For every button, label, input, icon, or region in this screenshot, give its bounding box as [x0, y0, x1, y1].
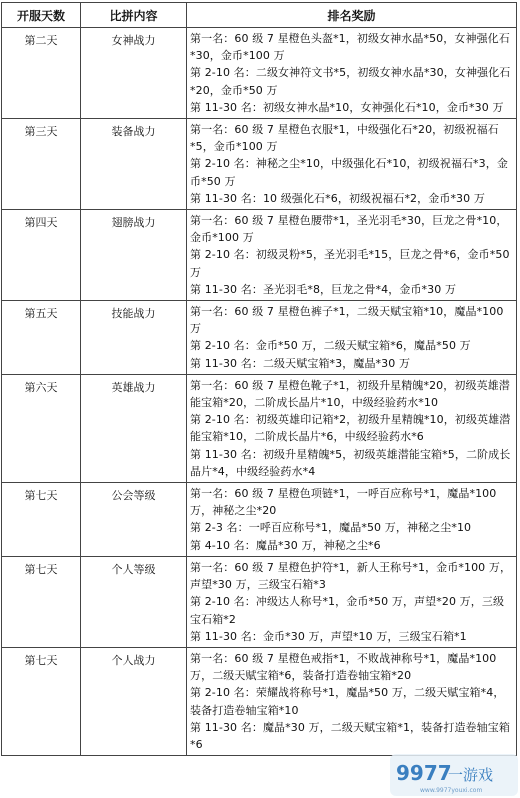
- reward-line: 第 11-30 名：魔晶*30 万，二级天赋宝箱*1，装备打造卷轴宝箱*6: [190, 720, 510, 751]
- reward-line: 第 2-10 名：二级女神符文书*5，初级女神水晶*30，女神强化石*20，金币*50 万: [190, 66, 511, 97]
- day-cell: 第五天: [2, 301, 81, 375]
- header-content: 比拼内容: [81, 3, 187, 28]
- day-cell: 第七天: [2, 556, 81, 647]
- watermark-text: 一游戏: [448, 766, 494, 784]
- reward-line: 第一名：60 级 7 星橙色衣服*1，中级强化石*20，初级祝福石*5，金币*100 万: [190, 123, 499, 154]
- header-row: [2, 3, 517, 28]
- reward-line: 第 2-10 名：冲级达人称号*1，金币*50 万，声望*20 万，三级宝石箱*2: [190, 595, 505, 626]
- table-row: [2, 483, 517, 557]
- content-cell: 装备战力: [81, 119, 187, 210]
- day-cell: 第二天: [2, 28, 81, 119]
- content-cell: 女神战力: [81, 28, 187, 119]
- reward-line: 第一名：60 级 7 星橙色头盔*1，初级女神水晶*50，女神强化石*30，金币*100 万: [190, 32, 510, 63]
- reward-line: 第一名：60 级 7 星橙色护符*1，新人王称号*1，金币*100 万，声望*30 万，三级宝石箱*3: [190, 560, 512, 592]
- table-row: [2, 647, 517, 755]
- reward-line: 第 11-30 名：圣光羽毛*8，巨龙之骨*4，金币*30 万: [190, 282, 457, 296]
- table-row: [2, 28, 517, 119]
- day-cell: 第六天: [2, 374, 81, 482]
- reward-cell: [187, 28, 517, 119]
- reward-line: 第一名：60 级 7 星橙色腰带*1，圣光羽毛*30，巨龙之骨*10，金币*100 万: [190, 214, 508, 245]
- reward-line: 第 4-10 名：魔晶*30 万，神秘之尘*6: [190, 538, 381, 552]
- reward-line: 第 11-30 名：金币*30 万，声望*10 万，三级宝石箱*1: [190, 629, 467, 643]
- reward-line: 第 2-10 名：初级英雄印记箱*2，初级升星精魄*10，初级英雄潜能宝箱*10，二阶成长晶片*6，中级经验药水*6: [190, 413, 511, 444]
- reward-cell: [187, 556, 517, 647]
- reward-line: 第 2-3 名：一呼百应称号*1，魔晶*50 万，神秘之尘*10: [190, 521, 472, 535]
- header-reward: 排名奖励: [187, 3, 517, 28]
- table-row: [2, 119, 517, 210]
- table-row: [2, 210, 517, 301]
- table-row: [2, 556, 517, 647]
- reward-line: 第 11-30 名：10 级强化石*6，初级祝福石*2，金币*30 万: [190, 191, 485, 205]
- day-cell: 第三天: [2, 119, 81, 210]
- reward-line: 第 2-10 名：神秘之尘*10，中级强化石*10，初级祝福石*3，金币*50 万: [190, 157, 508, 188]
- reward-line: 第 11-30 名：二级天赋宝箱*3，魔晶*30 万: [190, 356, 411, 370]
- content-cell: 个人战力: [81, 647, 187, 755]
- table-row: [2, 374, 517, 482]
- reward-cell: [187, 210, 517, 301]
- day-cell: 第七天: [2, 483, 81, 557]
- reward-cell: [187, 301, 517, 375]
- reward-cell: [187, 119, 517, 210]
- reward-cell: [187, 374, 517, 482]
- table-body: [2, 28, 517, 756]
- content-cell: 公会等级: [81, 483, 187, 557]
- reward-cell: [187, 647, 517, 755]
- reward-line: 第 11-30 名：初级升星精魄*5，初级英雄潜能宝箱*5，二阶成长晶片*4，中级经验药水*4: [190, 447, 511, 478]
- reward-table: [1, 2, 517, 756]
- reward-line: 第 2-10 名：荣耀战将称号*1，魔晶*50 万，二级天赋宝箱*4，装备打造卷轴宝箱*10: [190, 686, 505, 717]
- table-row: [2, 301, 517, 375]
- content-cell: 翅膀战力: [81, 210, 187, 301]
- watermark-url: www.9977youxi.com: [420, 787, 483, 794]
- day-cell: 第七天: [2, 647, 81, 755]
- reward-line: 第一名：60 级 7 星橙色靴子*1，初级升星精魄*20，初级英雄潜能宝箱*20，二阶成长晶片*10，中级经验药水*10: [190, 378, 510, 410]
- content-cell: 技能战力: [81, 301, 187, 375]
- watermark-brand: 9977: [396, 761, 452, 785]
- watermark-logo: [390, 754, 518, 796]
- reward-line: 第 2-10 名：金币*50 万，二级天赋宝箱*6，魔晶*50 万: [190, 339, 471, 353]
- reward-line: 第一名：60 级 7 星橙色裤子*1，二级天赋宝箱*10，魔晶*100 万: [190, 305, 504, 336]
- content-cell: 个人等级: [81, 556, 187, 647]
- day-cell: 第四天: [2, 210, 81, 301]
- header-day: 开服天数: [2, 3, 81, 28]
- reward-line: 第一名：60 级 7 星橙色戒指*1，不败战神称号*1，魔晶*100 万，二级天赋宝箱*6，装备打造卷轴宝箱*20: [190, 651, 497, 683]
- reward-line: 第 11-30 名：初级女神水晶*10，女神强化石*10，金币*30 万: [190, 100, 504, 114]
- reward-cell: [187, 483, 517, 557]
- reward-line: 第一名：60 级 7 星橙色项链*1，一呼百应称号*1，魔晶*100 万，神秘之尘*20: [190, 487, 497, 518]
- reward-line: 第 2-10 名：初级灵粉*5，圣光羽毛*15，巨龙之骨*6，金币*50 万: [190, 248, 510, 279]
- content-cell: 英雄战力: [81, 374, 187, 482]
